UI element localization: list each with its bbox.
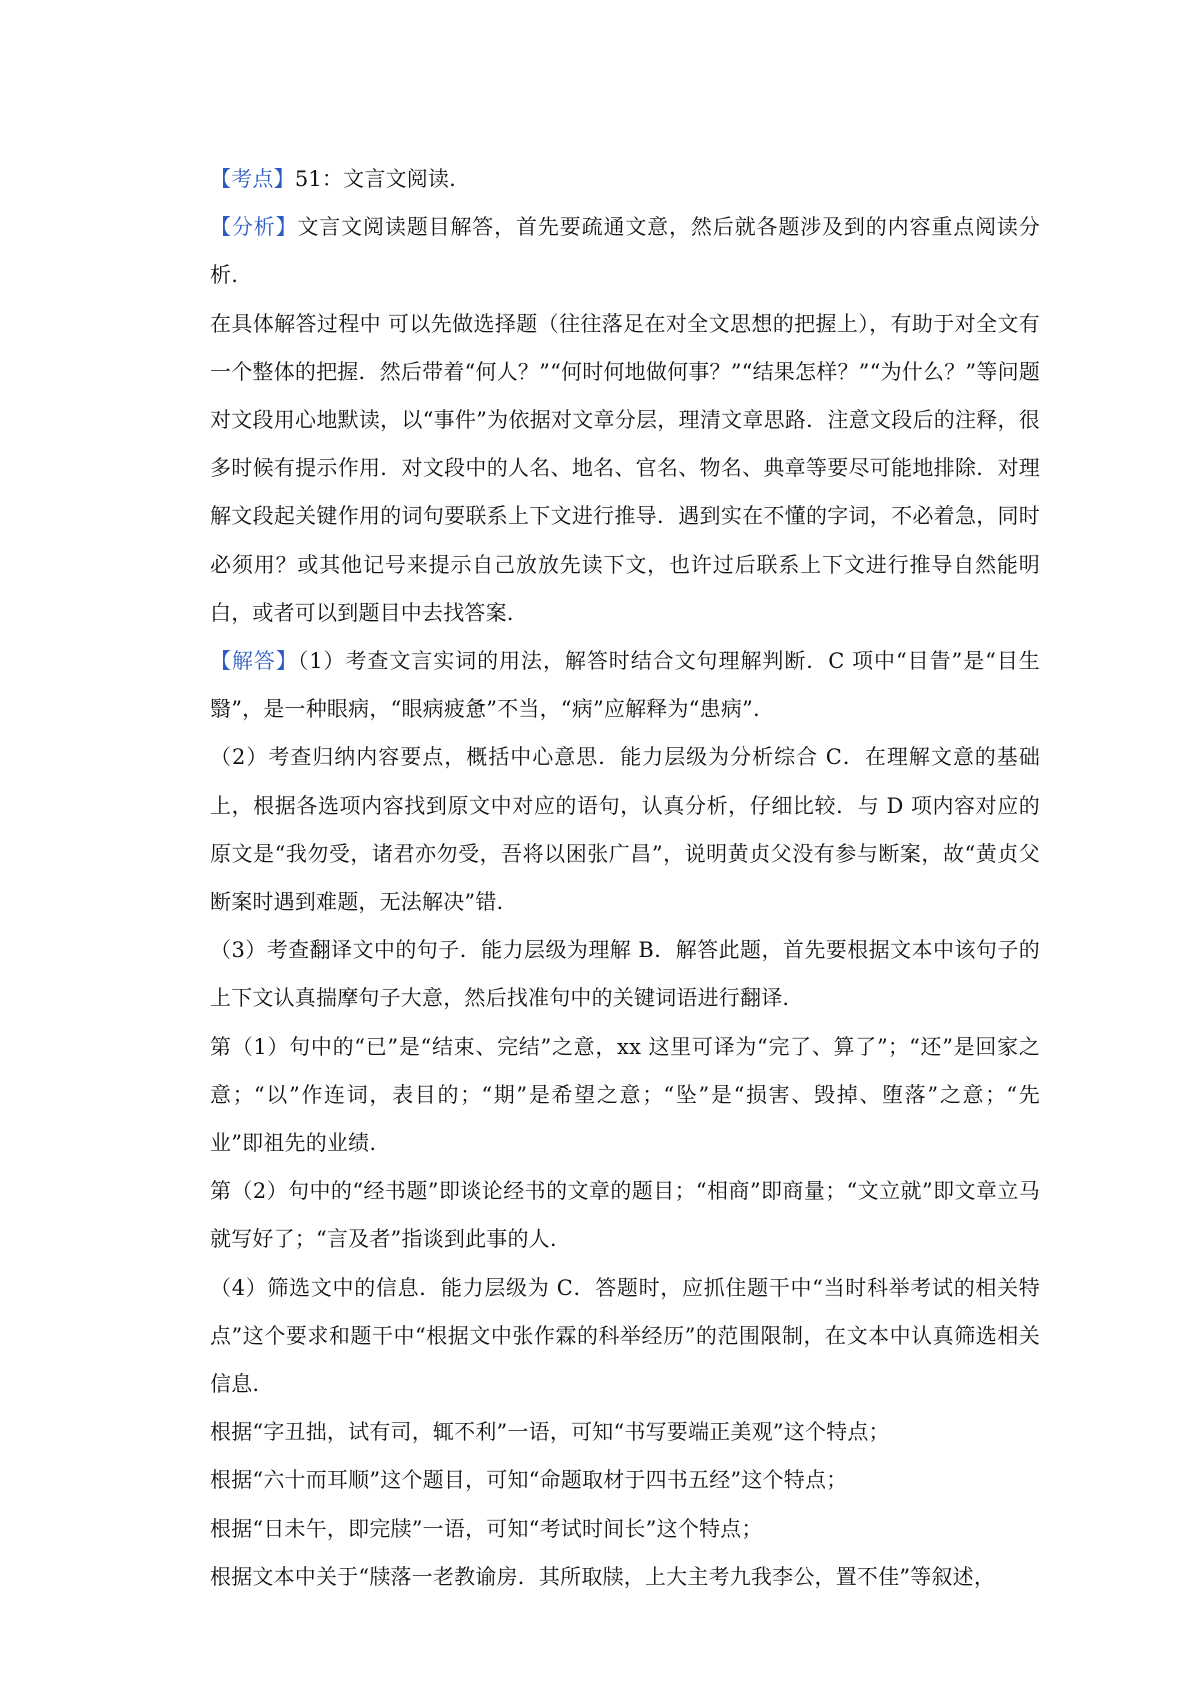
paragraph-jieda xyxy=(210,637,1040,733)
kaodian-text: 51：文言文阅读. xyxy=(294,167,457,191)
jieda-text: （1）考查文言实词的用法，解答时结合文句理解判断．C 项中“目眚”是“目生翳”，是一种眼病，“眼病疲惫”不当，“病”应解释为“患病”. xyxy=(210,649,1040,722)
paragraph-fenxi xyxy=(210,203,1040,299)
paragraph-basis-2: 根据“六十而耳顺”这个题目，可知“命题取材于四书五经”这个特点； xyxy=(210,1468,848,1493)
document-page xyxy=(210,155,1040,1601)
paragraph-basis-1: 根据“字丑拙，试有司，辄不利”一语，可知“书写要端正美观”这个特点； xyxy=(210,1420,890,1445)
fenxi-text: 文言文阅读题目解答，首先要疏通文意，然后就各题涉及到的内容重点阅读分析. xyxy=(210,215,1040,288)
paragraph-q3-sentence1: 第（1）句中的“已”是“结束、完结”之意，xx 这里可译为“完了、算了”；“还”是回家之意；“以”作连词，表目的；“期”是希望之意；“坠”是“损害、毁掉、堕落”之意；“先业”即祖先的业绩. xyxy=(210,1034,1040,1156)
paragraph-basis-4: 根据文本中关于“牍落一老教谕房．其所取牍，上大主考九我李公，置不佳”等叙述， xyxy=(210,1564,996,1589)
paragraph-q3: （3）考查翻译文中的句子．能力层级为理解 B．解答此题，首先要根据文本中该句子的上下文认真揣摩句子大意，然后找准句中的关键词语进行翻译. xyxy=(210,938,1040,1011)
tag-kaodian: 【考点】 xyxy=(210,167,295,191)
paragraph-q2: （2）考查归纳内容要点，概括中心意思．能力层级为分析综合 C．在理解文意的基础上，根据各选项内容找到原文中对应的语句，认真分析，仔细比较．与 D 项内容对应的原文是“我勿受，诸君亦勿受，吾将以困张广昌”，说明黄贞父没有参与断案，故“黄贞父断案时遇到难题，无法解决”错. xyxy=(210,745,1040,915)
paragraph-q3-sentence2: 第（2）句中的“经书题”即谈论经书的文章的题目；“相商”即商量；“文立就”即文章立马就写好了；“言及者”指谈到此事的人. xyxy=(210,1179,1040,1252)
paragraph-q4: （4）筛选文中的信息．能力层级为 C．答题时，应抓住题干中“当时科举考试的相关特点”这个要求和题干中“根据文中张作霖的科举经历”的范围限制，在文本中认真筛选相关信息. xyxy=(210,1275,1040,1397)
tag-fenxi: 【分析】 xyxy=(210,215,298,240)
paragraph-kaodian xyxy=(210,155,1040,203)
tag-jieda: 【解答】 xyxy=(210,649,298,674)
paragraph-basis-3: 根据“日未午，即完牍”一语，可知“考试时间长”这个特点； xyxy=(210,1516,763,1541)
paragraph-fenxi-body: 在具体解答过程中 可以先做选择题（往往落足在对全文思想的把握上），有助于对全文有一个整体的把握．然后带着“何人？”“何时何地做何事？”“结果怎样？”“为什么？”等问题对文段用心地默读，以“事件”为依据对文章分层，理清文章思路．注意文段后的注释，很多时候有提示作用．对文段中的人名、地名、官名、物名、典章等要尽可能地排除．对理解文段起关键作用的词句要联系上下文进行推导．遇到实在不懂的字词，不必着急，同时必须用？或其他记号来提示自己放放先读下文，也许过后联系上下文进行推导自然能明白，或者可以到题目中去找答案. xyxy=(210,311,1040,625)
